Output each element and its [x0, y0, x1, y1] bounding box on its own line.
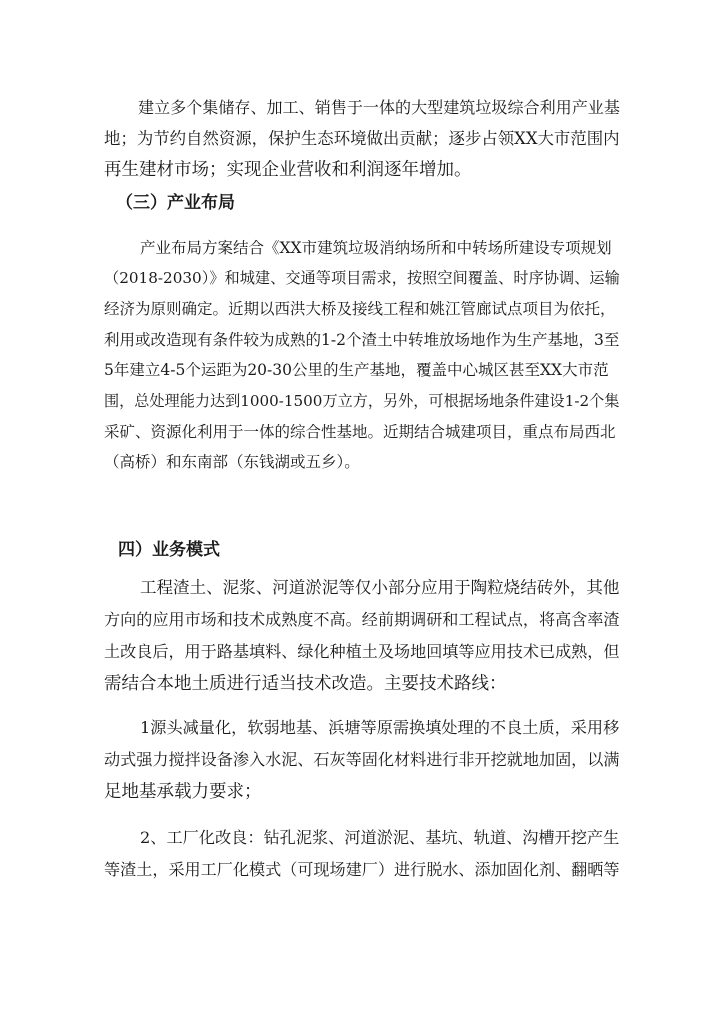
text-line: 采矿、资源化利用于一体的综合性基地。近期结合城建项目，重点布局西北	[104, 423, 616, 441]
text-line: 1源头减量化，软弱地基、浜塘等原需换填处理的不良土质，采用移	[140, 718, 620, 737]
text-line: （2018-2030）》和城建、交通等项目需求，按照空间覆盖、时序协调、运输	[104, 269, 620, 287]
text-line: 2、工厂化改良：钻孔泥浆、河道淤泥、基坑、轨道、沟槽开挖产生	[140, 828, 620, 847]
text-line: 工程渣土、泥浆、河道淤泥等仅小部分应用于陶粒烧结砖外，其他	[140, 578, 620, 597]
text-line: 经济为原则确定。近期以西洪大桥及接线工程和姚江管廊试点项目为依托，	[104, 300, 616, 318]
section-heading-industry-layout: （三）产业布局	[116, 193, 235, 213]
text-line: 利用或改造现有条件较为成熟的1-2个渣土中转堆放场地作为生产基地，3至	[104, 331, 620, 349]
text-line: 需结合本地土质进行适当技术改造。主要技术路线：	[104, 674, 507, 694]
text-line: 动式强力搅拌设备渗入水泥、石灰等固化材料进行非开挖就地加固，以满	[104, 750, 620, 769]
text-line: 围，总处理能力达到1000-1500万立方，另外，可根据场地条件建设1-2个集	[104, 392, 620, 410]
text-line: 产业布局方案结合《XX市建筑垃圾消纳场所和中转场所建设专项规划	[140, 239, 612, 257]
text-line: 方向的应用市场和技术成熟度不高。经前期调研和工程试点，将高含率渣	[104, 610, 620, 629]
text-line: 等渣土，采用工厂化模式（可现场建厂）进行脱水、添加固化剂、翻晒等	[104, 860, 620, 879]
text-line: 足地基承载力要求；	[104, 782, 262, 802]
text-line: 再生建材市场；实现企业营收和利润逐年增加。	[104, 160, 472, 180]
text-line: 土改良后，用于路基填料、绿化种植土及场地回填等应用技术已成熟，但	[104, 642, 620, 661]
text-line: 5年建立4-5个运距为20-30公里的生产基地，覆盖中心城区甚至XX大市范	[104, 361, 609, 379]
text-line: （高桥）和东南部（东钱湖或五乡）。	[104, 453, 360, 471]
section-heading-business-model: 四）业务模式	[118, 540, 220, 560]
text-line: 建立多个集储存、加工、销售于一体的大型建筑垃圾综合利用产业基	[138, 98, 620, 117]
text-line: 地；为节约自然资源，保护生态环境做出贡献；逐步占领XX大市范围内	[104, 129, 620, 148]
